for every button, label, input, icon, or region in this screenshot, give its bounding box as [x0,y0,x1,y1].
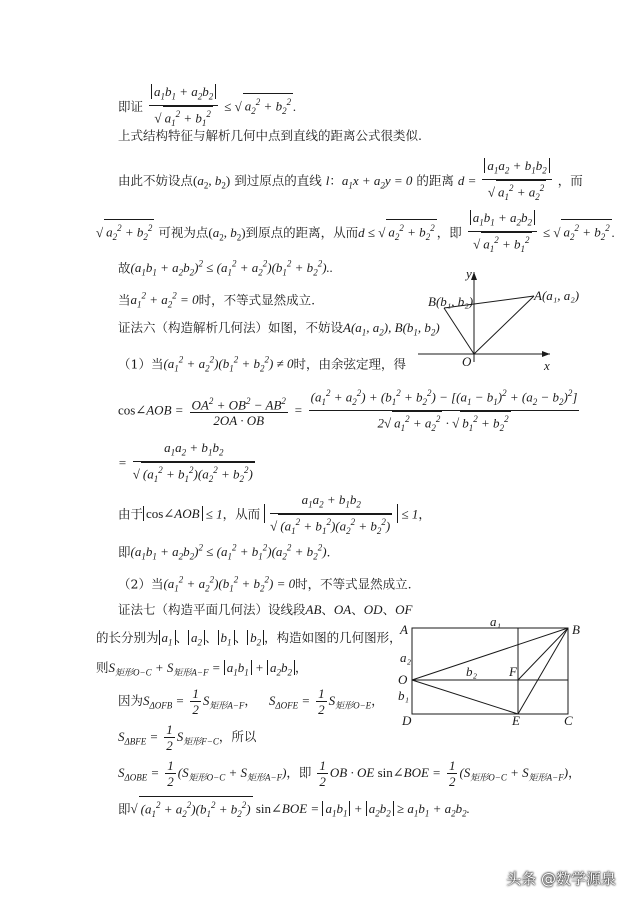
text: 当 [118,292,131,308]
text: 因为 [118,693,144,708]
text: ，即 [436,224,462,240]
line-5: 故$(a_1b_1 + a_2b_2)^2 \le (a_1^2 + a_2^2)(b_1^2 + b_2^2)$.. [118,259,334,278]
line-14: 证法七（构造平面几何法）设线段AB、OA、OD、OF [118,602,413,617]
label-A: A [400,622,408,637]
text: 即 [118,544,131,560]
line-18: $S_{\Delta BFE}$ = $\frac{1}{2}$ $S_{矩形F-C}$，所以 [118,722,257,753]
y-arrow [471,272,477,280]
line-2 [118,128,422,144]
label-y: y [466,266,472,281]
text: 则 [96,660,109,675]
text: 的长分别为 [96,630,159,645]
sub-text: 矩形O−C [188,772,226,783]
text: 由此不妨设点 [118,172,194,188]
line-10: = $\frac{a_1a_2 + b_1b_2}{√ (a_1^2 + b_1^2)(a_2^2 + b_2^2)}$ [118,440,257,487]
label-b1: b₁ [398,688,410,703]
coordinate-figure [410,262,580,380]
label-a2: a₂ [400,650,412,665]
text: 时，不等式显然成立. [295,576,412,592]
line-1: 即证 $\frac{a_1b_1 + a_2b_2}{√ a_1^2 + b_1^2}$ ≤ √ $a_2^2 + b_2^2$ . [118,84,296,131]
fraction: $\frac{a_1b_1 + a_2b_2}{√ a_1^2 + b_1^2}$ [149,84,218,131]
line-oe [412,680,518,714]
line-4: √ $a_2^2 + b_2^2$ 可视为点($a_2$, $b_2$)到原点的距离，从而d ≤ √ $a_2^2 + b_2^2$ ，即 $\frac{a_1b_1 + a_2b_2}{√ a_1^2 + b_1^2}$ ≤ √ $a_2^2 + b_2^2$ . [96,210,615,257]
label-D: D [402,713,412,726]
label-C: C [564,713,573,726]
label-b2: b₂ [466,664,478,679]
text: ，而 [557,172,583,188]
text: ，即 [286,765,312,780]
text: 到过原点的直线 [234,172,322,188]
line-16: 则$S_{矩形O-C} + S_{矩形A-F} = a_1b_1 + a_2b_2$ ， [96,660,308,678]
sub-text: 矩形A−F [247,772,283,783]
x-arrow [542,351,550,357]
line-9: cos∠AOB = $\frac{OA^2 + OB^2 - AB^2}{2OA \cdot OB}$ = $\frac{(a_1^2 + a_2^2) + (b_1^2 + b_2^2) - [(a_1 - b_1)^2 + (a_2 - b_2)^2]}{2√ a_1^2 + a_2^2 \cdot √ b_1^2 + b_2^2}$ [118,386,581,436]
watermark: 头条 @数学源泉 [506,870,616,888]
label-F: F [509,664,517,679]
text: 的距离 [416,172,454,188]
label-B: B [572,622,580,637]
text: ，所以 [218,729,257,744]
line-12: 即$(a_1b_1 + a_2b_2)^2 \le (a_1^2 + b_1^2)(a_2^2 + b_2^2)$. [118,543,331,562]
text: 由于 [118,506,144,522]
line-11: 由于 cos∠AOB ≤ 1，从而 $\frac{a_1a_2 + b_1b_2}{√ (a_1^2 + b_1^2)(a_2^2 + b_2^2)}$ ≤ 1， [118,492,431,539]
text: 即证 [118,98,144,114]
sub-text: 矩形A−F [173,667,209,678]
sub-text: 矩形F−C [183,736,219,747]
segment-ob [444,308,474,354]
text: ，从而 [222,506,261,522]
line-8: （1）当$(a_1^2 + a_2^2)(b_1^2 + b_2^2) \ne 0$时，由余弦定理，得 [118,355,407,374]
text: 故 [118,260,131,276]
line-eb [518,628,568,714]
line-19: $S_{\Delta OBE}$ = $\frac{1}{2}$ $(S_{矩形O-C} + S_{矩形A-F})$，即 $\frac{1}{2}$ OB · OE sin∠BOE = $\frac{1}{2}$ $(S_{矩形O-C} + S_{矩形A-F})$， [118,758,581,789]
sub-text: 矩形O−C [115,667,152,678]
text: 即 [118,801,131,817]
text: 证法七（构造平面几何法）设线段 [118,602,306,617]
label-x: x [544,358,550,373]
label-E: E [512,713,520,726]
line-13: （2）当$(a_1^2 + a_2^2)(b_1^2 + b_2^2) = 0$时，不等式显然成立. [118,575,412,594]
line-3: 由此不妨设点($a_2$, $b_2$) 到过原点的直线 l：$a_1x + a_2y = 0$ 的距离 d = $\frac{a_1a_2 + b_1b_2}{√ a_1^2 + a_2^2}$ ，而 [118,158,583,205]
line-15: 的长分别为 $a_1$ 、 $a_2$ 、 $b_1$ 、 $b_2$ ，构造如图的几何图形， [96,630,402,648]
line-fb [518,628,568,680]
line-17: 因为$S_{\Delta OFB}$ = $\frac{1}{2}$ $S_{矩形A-F}$， $S_{\Delta OFE}$ = $\frac{1}{2}$ $S_{矩形O-E}$， [118,686,384,717]
rectangle-figure [396,614,596,726]
segment-oa [474,296,534,354]
text: 证法六（构造解析几何法）如图，不妨设 [118,320,344,335]
text: 时，不等式显然成立. [198,292,316,308]
text: 可视为点 [158,224,209,240]
line-ob [412,628,568,680]
label-point-b: B(b₁, b₂) [428,294,474,309]
sub-text: 矩形A−F [528,772,564,783]
sub-text: 矩形O−E [335,700,372,711]
line-7: 证法六（构造解析几何法）如图，不妨设$A(a_1$, $a_2$), $B(b_1$, $b_2$) [118,320,440,338]
sub-text: 矩形O−C [470,772,507,783]
text: ，构造如图的几何图形， [264,630,402,645]
line-20: 即√ $(a_1^2 + a_2^2)(b_1^2 + b_2^2)$ sin∠BOE = $a_1b_1 + a_2b_2 \ge a_1b_1 + a_2b_2$. [118,796,470,822]
text: 上式结构特征与解析几何中点到直线的距离公式很类似. [118,128,422,143]
label-point-a: A(a₁, a₂) [534,288,580,303]
outer-rectangle [412,628,568,714]
line-6: 当$a_1^2 + a_2^2 = 0$时，不等式显然成立. [118,291,316,310]
label-O: O [398,672,408,687]
text: 时，由余弦定理，得 [293,356,407,372]
text: 到原点的距离，从而 [245,224,359,240]
sub-text: 矩形A−F [209,700,245,711]
text: （1）当 [118,356,164,372]
label-a1: a₁ [490,614,502,629]
text: （2）当 [118,576,164,592]
label-origin: O [462,354,472,369]
